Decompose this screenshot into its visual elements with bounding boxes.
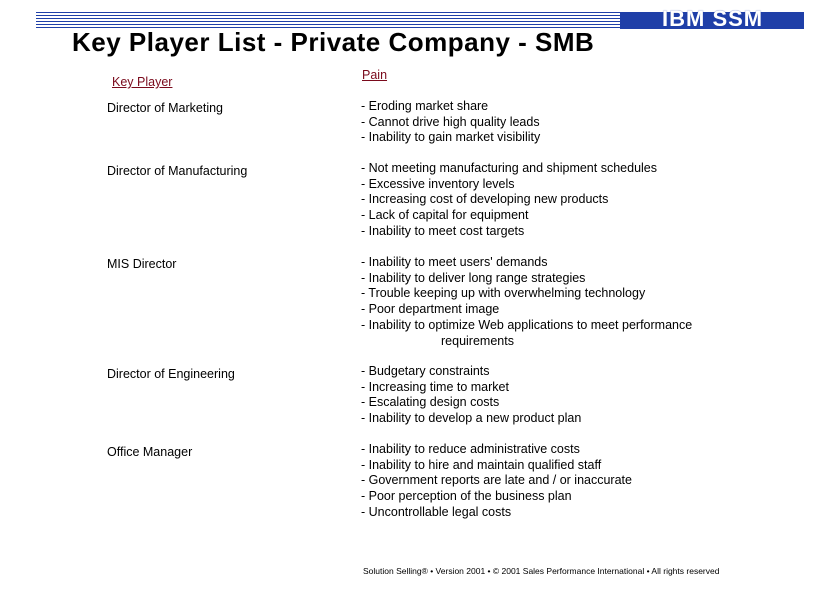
pain-item: - Budgetary constraints (361, 364, 490, 378)
pain-item: - Trouble keeping up with overwhelming technology (361, 286, 646, 301)
pain-item: - Poor perception of the business plan (361, 489, 572, 504)
pain-item: - Inability to gain market visibility (361, 130, 541, 145)
pain-list-office-manager (361, 442, 801, 521)
pain-item: - Inability to deliver long range strategies (361, 270, 586, 285)
pain-item: - Increasing time to market (361, 379, 509, 394)
copyright-footer: Solution Selling® • Version 2001 • © 2001 Sales Performance International • All rights reserved (363, 566, 720, 576)
pain-item: - Escalating design costs (361, 395, 500, 410)
pain-item: - Not meeting manufacturing and shipment schedules (361, 161, 657, 175)
pain-item: - Uncontrollable legal costs (361, 504, 512, 519)
column-header-key-player: Key Player (112, 75, 173, 89)
pain-item: - Cannot drive high quality leads (361, 114, 540, 129)
pain-list-marketing (361, 99, 801, 146)
role-director-of-marketing: Director of Marketing (107, 101, 224, 115)
pain-list-engineering (361, 364, 801, 427)
role-mis-director: MIS Director (107, 257, 177, 271)
page-title: Key Player List - Private Company - SMB (72, 27, 595, 57)
pain-item: - Lack of capital for equipment (361, 208, 529, 223)
pain-item: - Inability to optimize Web applications to meet performance (361, 317, 693, 332)
role-director-of-manufacturing: Director of Manufacturing (107, 164, 248, 178)
pain-item: - Inability to meet users' demands (361, 255, 548, 269)
pain-item: - Government reports are late and / or inaccurate (361, 473, 632, 488)
pain-item: - Inability to reduce administrative costs (361, 442, 580, 456)
pain-item: - Inability to meet cost targets (361, 223, 525, 238)
pain-item: - Excessive inventory levels (361, 176, 515, 191)
pain-item: - Eroding market share (361, 99, 489, 113)
role-director-of-engineering: Director of Engineering (107, 367, 235, 381)
pain-item: - Inability to hire and maintain qualified staff (361, 457, 602, 472)
pain-item: - Poor department image (361, 302, 500, 317)
pain-item: - Increasing cost of developing new products (361, 192, 609, 207)
pain-item-continuation: requirements (441, 333, 514, 348)
column-header-pain: Pain (362, 68, 388, 82)
ibm-ssm-logo: IBM SSM (662, 6, 764, 31)
role-office-manager: Office Manager (107, 445, 193, 459)
pain-list-mis (361, 255, 801, 349)
pain-list-manufacturing (361, 161, 801, 240)
pain-item: - Inability to develop a new product plan (361, 411, 582, 426)
